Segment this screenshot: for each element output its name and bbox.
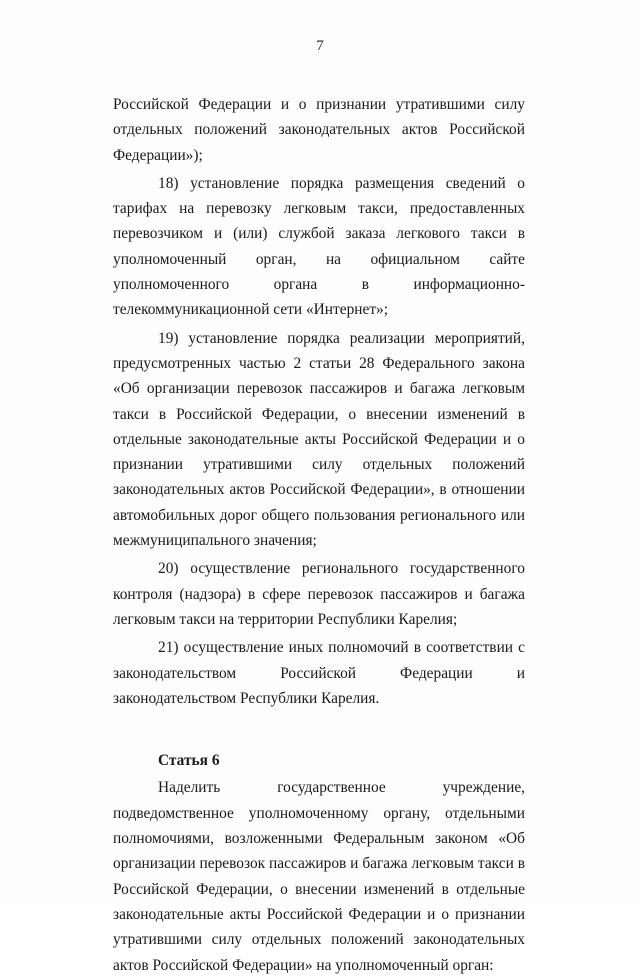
paragraph-article-6: Наделить государственное учреждение, подведомственное уполномоченному органу, отдельными полномочиями, возложенными Федеральным законом «Об организации перевозок пассажиров и багажа легковым такси в Российской Федерации, о внесении изменений в отдельные законодательные акты Российской Федерации и о признании утратившими силу отдельных положений законодательных актов Российской Федерации» на уполномоченный орган: bbox=[113, 779, 525, 974]
article-heading: Статья 6 bbox=[158, 752, 220, 770]
document-body bbox=[113, 92, 525, 978]
paragraph-item-21: 21) осуществление иных полномочий в соответствии с законодательством Российской Федерации и законодательством Республики Карелия. bbox=[113, 639, 525, 707]
paragraph-item-19: 19) установление порядка реализации мероприятий, предусмотренных частью 2 статьи 28 Федерального закона «Об организации перевозок пассажиров и багажа легковым такси в Российской Федерации, о внесении изменений в отдельные законодательные акты Российской Федерации и о признании утратившими силу отдельных положений законодательных актов Российской Федерации», в отношении автомобильных дорог общего пользования регионального или межмуниципального значения; bbox=[113, 329, 525, 550]
page-number: 7 bbox=[316, 38, 324, 54]
paragraph-item-20: 20) осуществление регионального государственного контроля (надзора) в сфере перевозок пассажиров и багажа легковым такси на территории Республики Карелия; bbox=[113, 560, 525, 628]
paragraph-continuation: Российской Федерации и о признании утратившими силу отдельных положений законодательных актов Российской Федерации»); bbox=[113, 96, 525, 164]
paragraph-item-18: 18) установление порядка размещения сведений о тарифах на перевозку легковым такси, предоставленных перевозчиком и (или) службой заказа легкового такси в уполномоченный орган, на официальном сайте уполномоченного органа в информационно-телекоммуникационной сети «Интернет»; bbox=[113, 174, 525, 319]
